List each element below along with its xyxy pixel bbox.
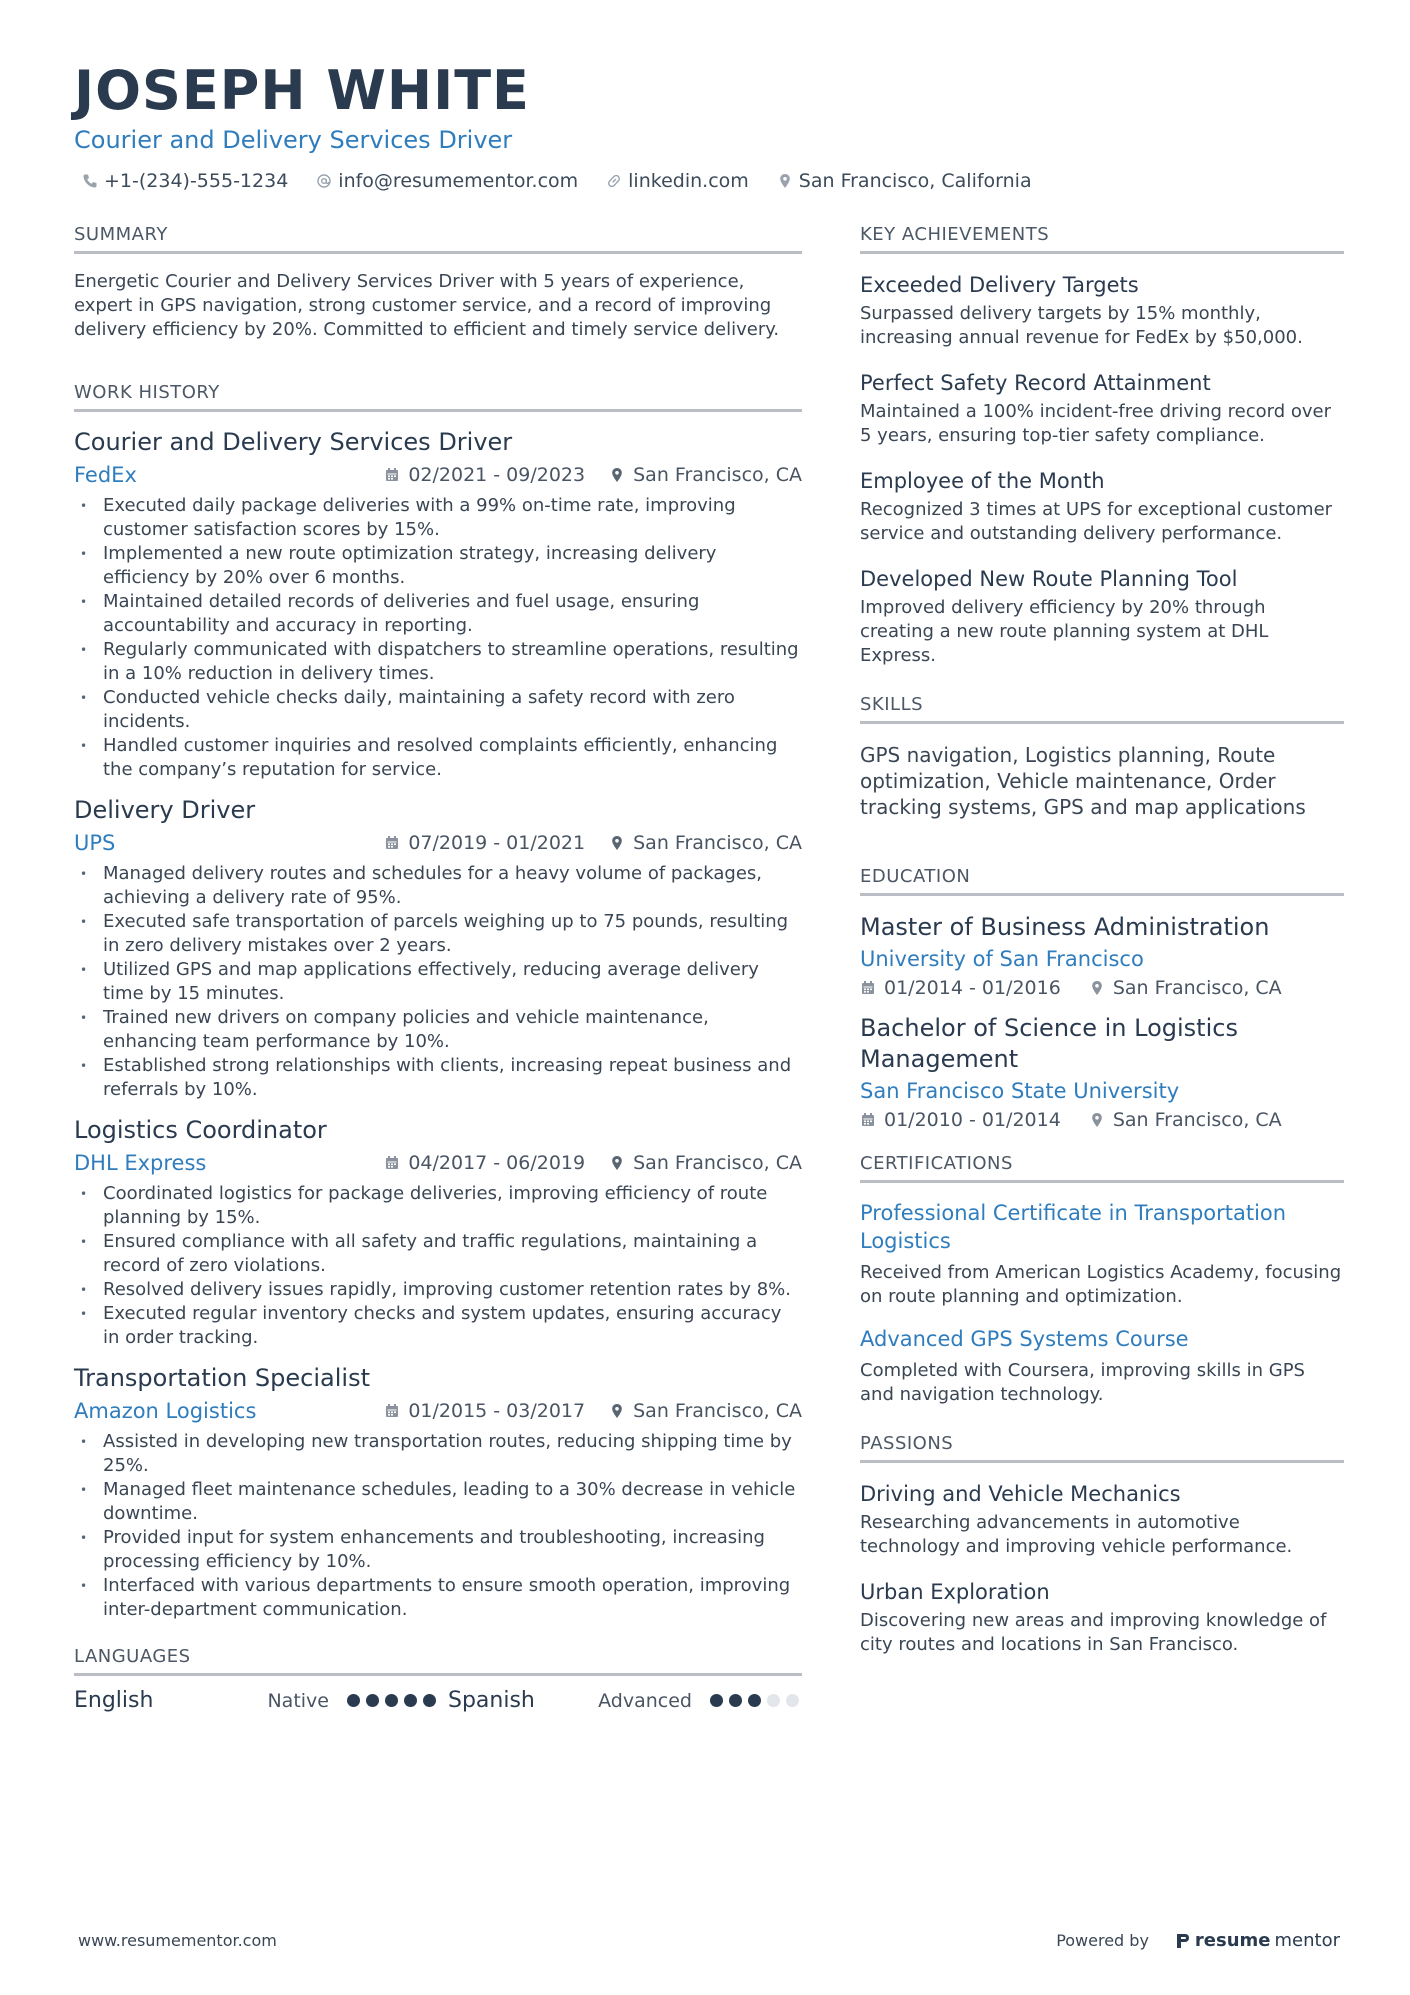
achievement-desc: Recognized 3 times at UPS for exceptional customer service and outstanding delivery performance. <box>860 499 1333 544</box>
job-title: Logistics Coordinator <box>74 1116 327 1144</box>
achievements-heading: KEY ACHIEVEMENTS <box>860 224 1344 254</box>
calendar-icon <box>860 1112 876 1128</box>
rating-dot-filled <box>385 1694 398 1707</box>
language-level: Native <box>267 1689 329 1712</box>
rating-dot-empty <box>786 1694 799 1707</box>
achievement-item <box>860 270 1344 350</box>
job-location-text: San Francisco, CA <box>633 464 802 486</box>
languages-section <box>74 1646 802 1713</box>
certifications-section <box>860 1153 1344 1407</box>
candidate-name: JOSEPH WHITE <box>74 59 530 122</box>
achievement-item <box>860 564 1344 668</box>
certification-title: Professional Certificate in Transportation Logistics <box>860 1201 1287 1253</box>
certification-title: Advanced GPS Systems Course <box>860 1327 1189 1351</box>
achievement-title: Developed New Route Planning Tool <box>860 567 1238 591</box>
education-dates-text: 01/2010 - 01/2014 <box>884 1109 1061 1131</box>
job-title: Transportation Specialist <box>74 1364 370 1392</box>
footer-powered <box>1056 1930 1340 1951</box>
footer-website[interactable]: www.resumementor.com <box>78 1931 277 1950</box>
contact-location <box>777 170 1032 192</box>
calendar-icon <box>384 1403 400 1419</box>
job-company: Amazon Logistics <box>74 1399 257 1423</box>
rating-dot-filled <box>748 1694 761 1707</box>
job-bullet: • Executed daily package deliveries with a 99% on-time rate, improving customer satisfaction scores by 15%. <box>74 494 802 542</box>
job-dates <box>384 464 585 486</box>
summary-section <box>74 224 802 342</box>
job-bullets <box>74 1430 802 1622</box>
language-name: English <box>74 1688 154 1713</box>
achievement-desc: Maintained a 100% incident-free driving record over 5 years, ensuring top-tier safety compliance. <box>860 401 1331 446</box>
achievement-title: Exceeded Delivery Targets <box>860 273 1139 297</box>
language-rating <box>710 1694 799 1707</box>
location-pin-icon <box>609 467 625 483</box>
job-bullet: • Coordinated logistics for package deliveries, improving efficiency of route planning by 15%. <box>74 1182 802 1230</box>
phone-icon <box>82 173 98 189</box>
job-title: Delivery Driver <box>74 796 256 824</box>
job-bullet: • Resolved delivery issues rapidly, improving customer retention rates by 8%. <box>74 1278 802 1302</box>
passion-title: Urban Exploration <box>860 1580 1050 1604</box>
rating-dot-empty <box>767 1694 780 1707</box>
languages-row <box>74 1688 802 1713</box>
education-meta <box>860 1109 1344 1131</box>
rating-dot-filled <box>366 1694 379 1707</box>
job-dates <box>384 1400 585 1422</box>
education-dates-text: 01/2014 - 01/2016 <box>884 977 1061 999</box>
job-dates-text: 01/2015 - 03/2017 <box>408 1400 586 1422</box>
calendar-icon <box>384 835 400 851</box>
job-entry <box>74 1114 802 1350</box>
job-entry <box>74 794 802 1102</box>
achievement-item <box>860 466 1344 546</box>
education-item <box>860 912 1344 999</box>
education-school: University of San Francisco <box>860 947 1144 971</box>
candidate-role: Courier and Delivery Services Driver <box>74 126 513 154</box>
job-location <box>609 1400 802 1422</box>
language-name: Spanish <box>448 1688 535 1713</box>
job-entry <box>74 426 802 782</box>
passion-desc: Researching advancements in automotive technology and improving vehicle performance. <box>860 1512 1293 1557</box>
languages-heading: LANGUAGES <box>74 1646 802 1676</box>
passions-section <box>860 1433 1344 1657</box>
skills-text: GPS navigation, Logistics planning, Route optimization, Vehicle maintenance, Order tracking systems, GPS and map applications <box>860 743 1306 819</box>
certification-item <box>860 1325 1344 1407</box>
work-history-heading: WORK HISTORY <box>74 382 802 412</box>
brand-mark-icon <box>1175 1932 1191 1950</box>
brand-logo <box>1175 1930 1340 1951</box>
phone-text: +1-(234)-555-1234 <box>104 170 289 192</box>
education-item <box>860 1013 1344 1131</box>
job-meta-row <box>74 1148 802 1178</box>
rating-dot-filled <box>404 1694 417 1707</box>
certification-item <box>860 1199 1344 1309</box>
education-location <box>1089 977 1282 999</box>
language-level: Advanced <box>598 1689 692 1712</box>
brand-light: mentor <box>1274 1930 1340 1951</box>
location-pin-icon <box>1089 980 1105 996</box>
education-dates <box>860 1109 1061 1131</box>
job-company: UPS <box>74 831 116 855</box>
rating-dot-filled <box>347 1694 360 1707</box>
job-bullets <box>74 1182 802 1350</box>
job-meta-row <box>74 828 802 858</box>
job-company: DHL Express <box>74 1151 207 1175</box>
job-bullets <box>74 494 802 782</box>
education-meta <box>860 977 1344 999</box>
job-bullet: • Handled customer inquiries and resolved complaints efficiently, enhancing the company’s reputation for service. <box>74 734 802 782</box>
calendar-icon <box>860 980 876 996</box>
job-bullet: • Provided input for system enhancements and troubleshooting, increasing processing efficiency by 10%. <box>74 1526 802 1574</box>
resume-header <box>74 58 1344 192</box>
job-bullet: • Managed fleet maintenance schedules, leading to a 30% decrease in vehicle downtime. <box>74 1478 802 1526</box>
skills-heading: SKILLS <box>860 694 1344 724</box>
achievements-section <box>860 224 1344 668</box>
location-pin-icon <box>1089 1112 1105 1128</box>
language-item <box>74 1688 448 1713</box>
right-column <box>860 224 1344 1675</box>
calendar-icon <box>384 1155 400 1171</box>
summary-heading: SUMMARY <box>74 224 802 254</box>
job-bullet: • Established strong relationships with clients, increasing repeat business and referrals by 10%. <box>74 1054 802 1102</box>
job-company: FedEx <box>74 463 137 487</box>
job-bullets <box>74 862 802 1102</box>
job-dates-text: 02/2021 - 09/2023 <box>408 464 586 486</box>
job-dates-text: 04/2017 - 06/2019 <box>408 1152 586 1174</box>
location-pin-icon <box>609 1155 625 1171</box>
email-text: info@resumementor.com <box>338 170 579 192</box>
job-location <box>609 464 802 486</box>
calendar-icon <box>384 467 400 483</box>
job-bullet: • Executed regular inventory checks and system updates, ensuring accuracy in order tracking. <box>74 1302 802 1350</box>
at-icon <box>316 173 332 189</box>
job-bullet: • Trained new drivers on company policies and vehicle maintenance, enhancing team performance by 10%. <box>74 1006 802 1054</box>
passion-item <box>860 1577 1344 1657</box>
rating-dot-filled <box>710 1694 723 1707</box>
location-text: San Francisco, California <box>798 170 1032 192</box>
education-dates <box>860 977 1061 999</box>
skills-section <box>860 694 1344 820</box>
certification-desc: Received from American Logistics Academy, focusing on route planning and optimization. <box>860 1262 1342 1307</box>
job-dates-text: 07/2019 - 01/2021 <box>408 832 586 854</box>
job-meta <box>384 832 802 854</box>
rating-dot-filled <box>729 1694 742 1707</box>
work-history-section <box>74 382 802 1622</box>
education-section <box>860 866 1344 1131</box>
job-bullet: • Utilized GPS and map applications effectively, reducing average delivery time by 15 minutes. <box>74 958 802 1006</box>
job-dates <box>384 832 585 854</box>
education-school: San Francisco State University <box>860 1079 1180 1103</box>
left-column <box>74 224 802 1713</box>
job-title: Courier and Delivery Services Driver <box>74 428 513 456</box>
language-item <box>448 1688 802 1713</box>
job-bullet: • Managed delivery routes and schedules for a heavy volume of packages, achieving a delivery rate of 95%. <box>74 862 802 910</box>
certification-desc: Completed with Coursera, improving skills in GPS and navigation technology. <box>860 1360 1305 1405</box>
rating-dot-filled <box>423 1694 436 1707</box>
passion-title: Driving and Vehicle Mechanics <box>860 1482 1181 1506</box>
contact-phone <box>82 170 288 192</box>
job-location-text: San Francisco, CA <box>633 1400 802 1422</box>
job-bullet: • Ensured compliance with all safety and traffic regulations, maintaining a record of zero violations. <box>74 1230 802 1278</box>
education-heading: EDUCATION <box>860 866 1344 896</box>
education-location-text: San Francisco, CA <box>1112 977 1282 999</box>
job-location <box>609 1152 802 1174</box>
job-location-text: San Francisco, CA <box>633 832 802 854</box>
job-location <box>609 832 802 854</box>
contact-linkedin[interactable] <box>606 170 749 192</box>
link-icon <box>606 173 622 189</box>
passions-heading: PASSIONS <box>860 1433 1344 1463</box>
job-entry <box>74 1362 802 1622</box>
job-meta <box>384 1152 802 1174</box>
job-location-text: San Francisco, CA <box>633 1152 802 1174</box>
page-footer <box>78 1930 1340 1951</box>
summary-text: Energetic Courier and Delivery Services Driver with 5 years of experience, expert in GPS navigation, strong customer service, and a record of improving delivery efficiency by 20%. Committed to efficient and timely service delivery. <box>74 271 780 340</box>
contact-email[interactable] <box>316 170 578 192</box>
education-degree: Bachelor of Science in Logistics Management <box>860 1014 1238 1073</box>
job-bullet: • Assisted in developing new transportation routes, reducing shipping time by 25%. <box>74 1430 802 1478</box>
job-bullet: • Conducted vehicle checks daily, maintaining a safety record with zero incidents. <box>74 686 802 734</box>
education-location <box>1089 1109 1282 1131</box>
brand-bold: resume <box>1194 1930 1271 1951</box>
education-location-text: San Francisco, CA <box>1112 1109 1282 1131</box>
language-rating <box>347 1694 436 1707</box>
job-meta-row <box>74 460 802 490</box>
contact-list <box>74 170 1344 192</box>
certifications-heading: CERTIFICATIONS <box>860 1153 1344 1183</box>
achievement-desc: Improved delivery efficiency by 20% through creating a new route planning system at DHL Express. <box>860 597 1269 666</box>
linkedin-text: linkedin.com <box>628 170 749 192</box>
job-bullet: • Implemented a new route optimization strategy, increasing delivery efficiency by 20% over 6 months. <box>74 542 802 590</box>
location-pin-icon <box>777 173 793 189</box>
job-meta-row <box>74 1396 802 1426</box>
job-bullet: • Regularly communicated with dispatchers to streamline operations, resulting in a 10% reduction in delivery times. <box>74 638 802 686</box>
passion-desc: Discovering new areas and improving knowledge of city routes and locations in San Francisco. <box>860 1610 1327 1655</box>
achievement-title: Perfect Safety Record Attainment <box>860 371 1211 395</box>
job-bullet: • Interfaced with various departments to ensure smooth operation, improving inter-department communication. <box>74 1574 802 1622</box>
location-pin-icon <box>609 1403 625 1419</box>
job-meta <box>384 1400 802 1422</box>
passion-item <box>860 1479 1344 1559</box>
powered-by-text: Powered by <box>1056 1931 1149 1950</box>
job-bullet: • Maintained detailed records of deliveries and fuel usage, ensuring accountability and accuracy in reporting. <box>74 590 802 638</box>
location-pin-icon <box>609 835 625 851</box>
education-degree: Master of Business Administration <box>860 913 1270 941</box>
job-meta <box>384 464 802 486</box>
achievement-item <box>860 368 1344 448</box>
achievement-desc: Surpassed delivery targets by 15% monthly, increasing annual revenue for FedEx by $50,000. <box>860 303 1303 348</box>
job-bullet: • Executed safe transportation of parcels weighing up to 75 pounds, resulting in zero delivery mistakes over 2 years. <box>74 910 802 958</box>
achievement-title: Employee of the Month <box>860 469 1105 493</box>
job-dates <box>384 1152 585 1174</box>
